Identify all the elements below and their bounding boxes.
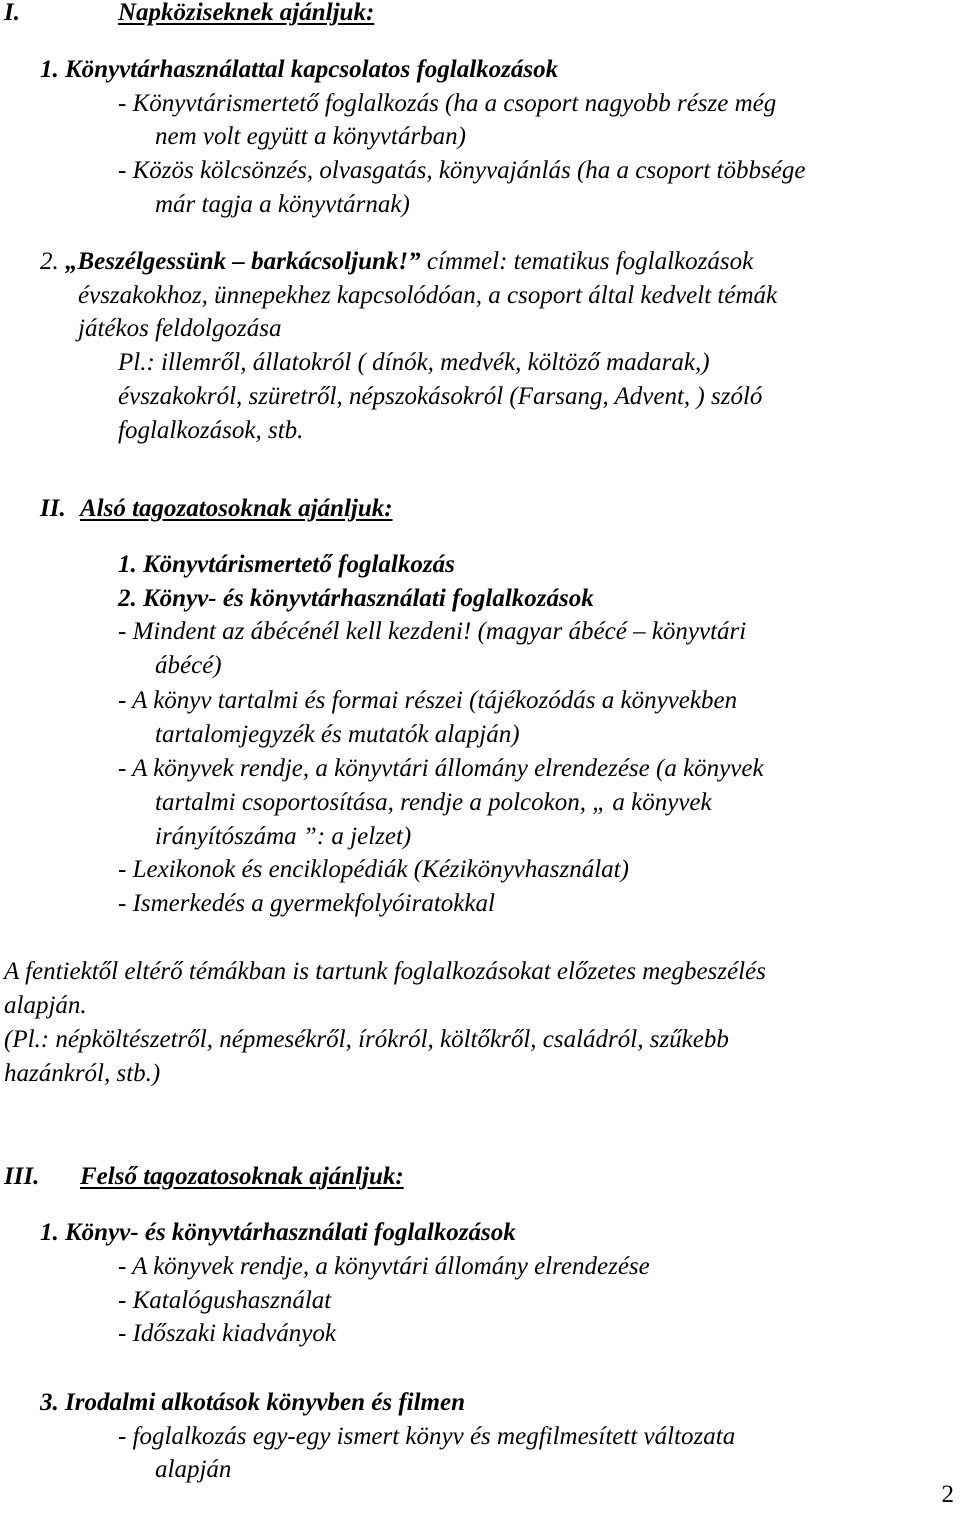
s1-item2-line1	[40, 245, 753, 279]
s2-bullet-line5: - A könyvek rendje, a könyvtári állomány elrendezése (a könyvek	[118, 755, 764, 782]
s1-item1-title: 1. Könyvtárhasználattal kapcsolatos foglalkozások	[40, 56, 559, 83]
note-line1: A fentiektől eltérő témákban is tartunk foglalkozásokat előzetes megbeszélés	[4, 958, 766, 985]
s3-bullet3: - Időszaki kiadványok	[118, 1320, 336, 1347]
s2-bullet-line9: - Ismerkedés a gyermekfolyóiratokkal	[118, 890, 495, 917]
s3-item3: 3. Irodalmi alkotások könyvben és filmen	[40, 1389, 465, 1416]
s3-item3-line2: alapján	[155, 1456, 232, 1483]
section-3-number: III.	[4, 1163, 40, 1190]
s2-bullet-line2: ábécé)	[155, 652, 222, 679]
section-3-heading: Felső tagozatosoknak ajánljuk:	[80, 1163, 404, 1190]
s3-bullet2: - Katalógushasználat	[118, 1287, 332, 1314]
s1-item2-line3: játékos feldolgozása	[78, 315, 282, 342]
s3-bullet1: - A könyvek rendje, a könyvtári állomány elrendezése	[118, 1253, 650, 1280]
s3-item1: 1. Könyv- és könyvtárhasználati foglalkozások	[40, 1219, 516, 1246]
s1-item2-line5: évszakokról, szüretről, népszokásokról (Farsang, Advent, ) szóló	[118, 383, 763, 410]
s1-item2-title: „Beszélgessünk – barkácsoljunk!”	[65, 248, 421, 275]
s1-item2-line6: foglalkozások, stb.	[118, 417, 304, 444]
s2-bullet-line7: irányítószáma ”: a jelzet)	[155, 823, 412, 850]
s1-item2-line2: évszakokhoz, ünnepekhez kapcsolódóan, a csoport által kedvelt témák	[78, 282, 778, 309]
s1-item2-number: 2.	[40, 248, 65, 275]
s1-item1-bullet2-line1: - Közös kölcsönzés, olvasgatás, könyvajánlás (ha a csoport többsége	[118, 157, 806, 184]
page-number: 2	[941, 1481, 954, 1508]
section-1-heading: Napköziseknek ajánljuk:	[118, 0, 375, 26]
s2-item2: 2. Könyv- és könyvtárhasználati foglalkozások	[118, 585, 594, 612]
s2-bullet-line3: - A könyv tartalmi és formai részei (tájékozódás a könyvekben	[118, 687, 738, 714]
note-line4: hazánkról, stb.)	[4, 1060, 161, 1087]
section-2-number: II.	[40, 495, 66, 522]
s2-item1: 1. Könyvtárismertető foglalkozás	[118, 551, 455, 578]
note-line2: alapján.	[4, 992, 87, 1019]
s1-item2-line4: Pl.: illemről, állatokról ( dínók, medvék, költöző madarak,)	[118, 349, 710, 376]
s2-bullet-line4: tartalomjegyzék és mutatók alapján)	[155, 721, 520, 748]
s1-item2-rest: címmel: tematikus foglalkozások	[420, 248, 754, 275]
note-line3: (Pl.: népköltészetről, népmesékről, írókról, költőkről, családról, szűkebb	[4, 1026, 729, 1053]
section-1-number: I.	[4, 0, 20, 26]
s3-item3-line1: - foglalkozás egy-egy ismert könyv és megfilmesített változata	[118, 1423, 736, 1450]
s1-item1-bullet1-line1: - Könyvtárismertető foglalkozás (ha a csoport nagyobb része még	[118, 90, 777, 117]
s1-item1-bullet2-line2: már tagja a könyvtárnak)	[155, 191, 410, 218]
s2-bullet-line6: tartalmi csoportosítása, rendje a polcokon, „ a könyvek	[155, 789, 712, 816]
section-2-heading: Alsó tagozatosoknak ajánljuk:	[80, 495, 393, 522]
s1-item1-bullet1-line2: nem volt együtt a könyvtárban)	[155, 123, 467, 150]
s2-bullet-line8: - Lexikonok és enciklopédiák (Kézikönyvhasználat)	[118, 856, 629, 883]
s2-bullet-line1: - Mindent az ábécénél kell kezdeni! (magyar ábécé – könyvtári	[118, 618, 747, 645]
